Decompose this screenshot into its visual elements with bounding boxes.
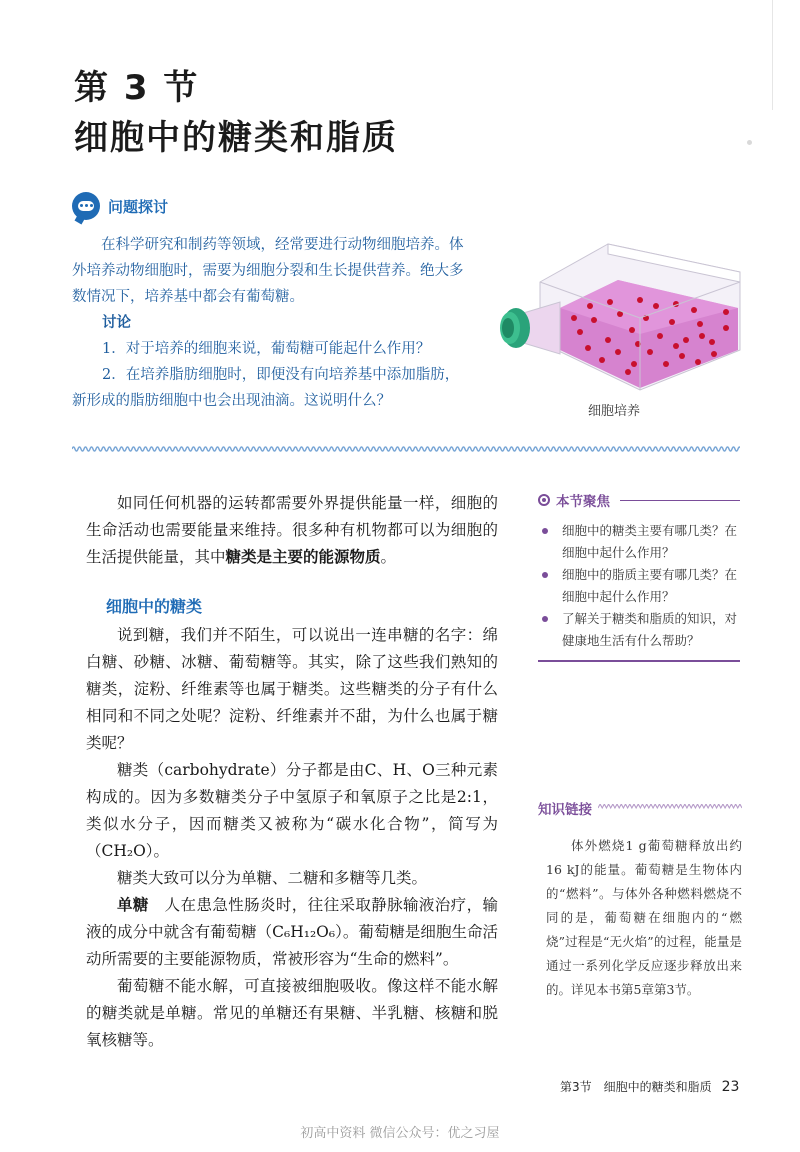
paragraph-1: 说到糖，我们并不陌生，可以说出一连串糖的名字：绵白糖、砂糖、冰糖、葡萄糖等。其实，除了这些我们熟知的糖类，淀粉、纤维素等也属于糖类。这些糖类的分子有什么相同和不同之处呢？淀粉、纤维素并不甜，为什么也属于糖类呢？: [86, 626, 498, 752]
section-number: 第 3 节: [74, 68, 200, 108]
focus-item: 细胞中的脂质主要有哪几类？在细胞中起什么作用？: [538, 564, 740, 608]
margin-line: [772, 0, 773, 110]
watermark: 初高中资料 微信公众号：优之习屋: [300, 1126, 500, 1141]
page-footer: [560, 1078, 739, 1095]
knowledge-link-title: 知识链接: [538, 802, 592, 818]
discussion-header: [72, 192, 168, 220]
paragraph-4-text: 人在患急性肠炎时，往往采取静脉输液治疗，输液的成分中就含有葡萄糖（C₆H₁₂O₆）。葡萄糖是细胞生命活动所需要的主要能源物质，常被形容为“生命的燃料”。: [86, 896, 498, 968]
discussion-body: [72, 232, 472, 414]
discussion-question-1: 1．对于培养的细胞来说，葡萄糖可能起什么作用？: [102, 341, 431, 357]
knowledge-link-text: 体外燃烧1 g葡萄糖释放出约16 kJ的能量。葡萄糖是生物体内的“燃料”。与体外各种燃料燃烧不同的是，葡萄糖在细胞内的“燃烧”过程是“无火焰”的过程，能量是通过一系列化学反应逐步释放出来的。详见本书第5章第3节。: [546, 838, 742, 997]
wave-divider: [72, 444, 740, 454]
focus-bottom-rule: [538, 660, 740, 662]
paragraph-2: 糖类（carbohydrate）分子都是由C、H、O三种元素构成的。因为多数糖类分子中氢原子和氧原子之比是2:1，类似水分子，因而糖类又被称为“碳水化合物”，简写为（CH₂O）。: [86, 761, 498, 860]
paragraph-3: 糖类大致可以分为单糖、二糖和多糖等几类。: [117, 869, 428, 887]
focus-item: 了解关于糖类和脂质的知识，对健康地生活有什么帮助？: [538, 608, 740, 652]
edge-mark: [747, 140, 752, 145]
focus-rule: [620, 500, 740, 501]
paragraph-5: 葡萄糖不能水解，可直接被细胞吸收。像这样不能水解的糖类就是单糖。常见的单糖还有果糖、半乳糖、核糖和脱氧核糖等。: [86, 977, 498, 1049]
speech-bubble-icon: [72, 192, 100, 220]
footer-section-ref: 第3节 细胞中的糖类和脂质: [560, 1080, 712, 1094]
discussion-label: 问题探讨: [108, 197, 169, 216]
section-heading: 细胞中的糖类: [106, 597, 203, 616]
knowledge-link-box: [538, 798, 742, 1002]
page-number: 23: [721, 1079, 740, 1095]
section-focus-box: [538, 490, 740, 662]
cell-culture-flask-image: [490, 222, 750, 394]
discussion-lead: 在科学研究和制药等领域，经常要进行动物细胞培养。体外培养动物细胞时，需要为细胞分裂和生长提供营养。绝大多数情况下，培养基中都会有葡萄糖。: [72, 237, 464, 305]
section-title: 细胞中的糖类和脂质: [74, 118, 398, 158]
intro-text-end: 。: [380, 548, 397, 566]
discussion-subheading: 讨论: [102, 315, 131, 331]
discussion-question-2: 2．在培养脂肪细胞时，即便没有向培养基中添加脂肪，新形成的脂肪细胞中也会出现油滴。这说明什么？: [72, 367, 460, 409]
intro-text: 如同任何机器的运转都需要外界提供能量一样，细胞的生命活动也需要能量来维持。很多种有机物都可以为细胞的生活提供能量，其中: [86, 494, 498, 566]
focus-item: 细胞中的糖类主要有哪几类？在细胞中起什么作用？: [538, 520, 740, 564]
section-body: [86, 622, 498, 1054]
target-icon: [538, 494, 550, 506]
monosaccharide-term: 单糖: [117, 896, 149, 914]
figure-caption: 细胞培养: [588, 404, 641, 419]
intro-paragraph: [86, 490, 498, 571]
intro-key-point: 糖类是主要的能源物质: [225, 548, 381, 566]
paragraph-4: [86, 892, 498, 973]
zigzag-rule: [598, 804, 742, 812]
focus-title: 本节聚焦: [556, 494, 610, 510]
